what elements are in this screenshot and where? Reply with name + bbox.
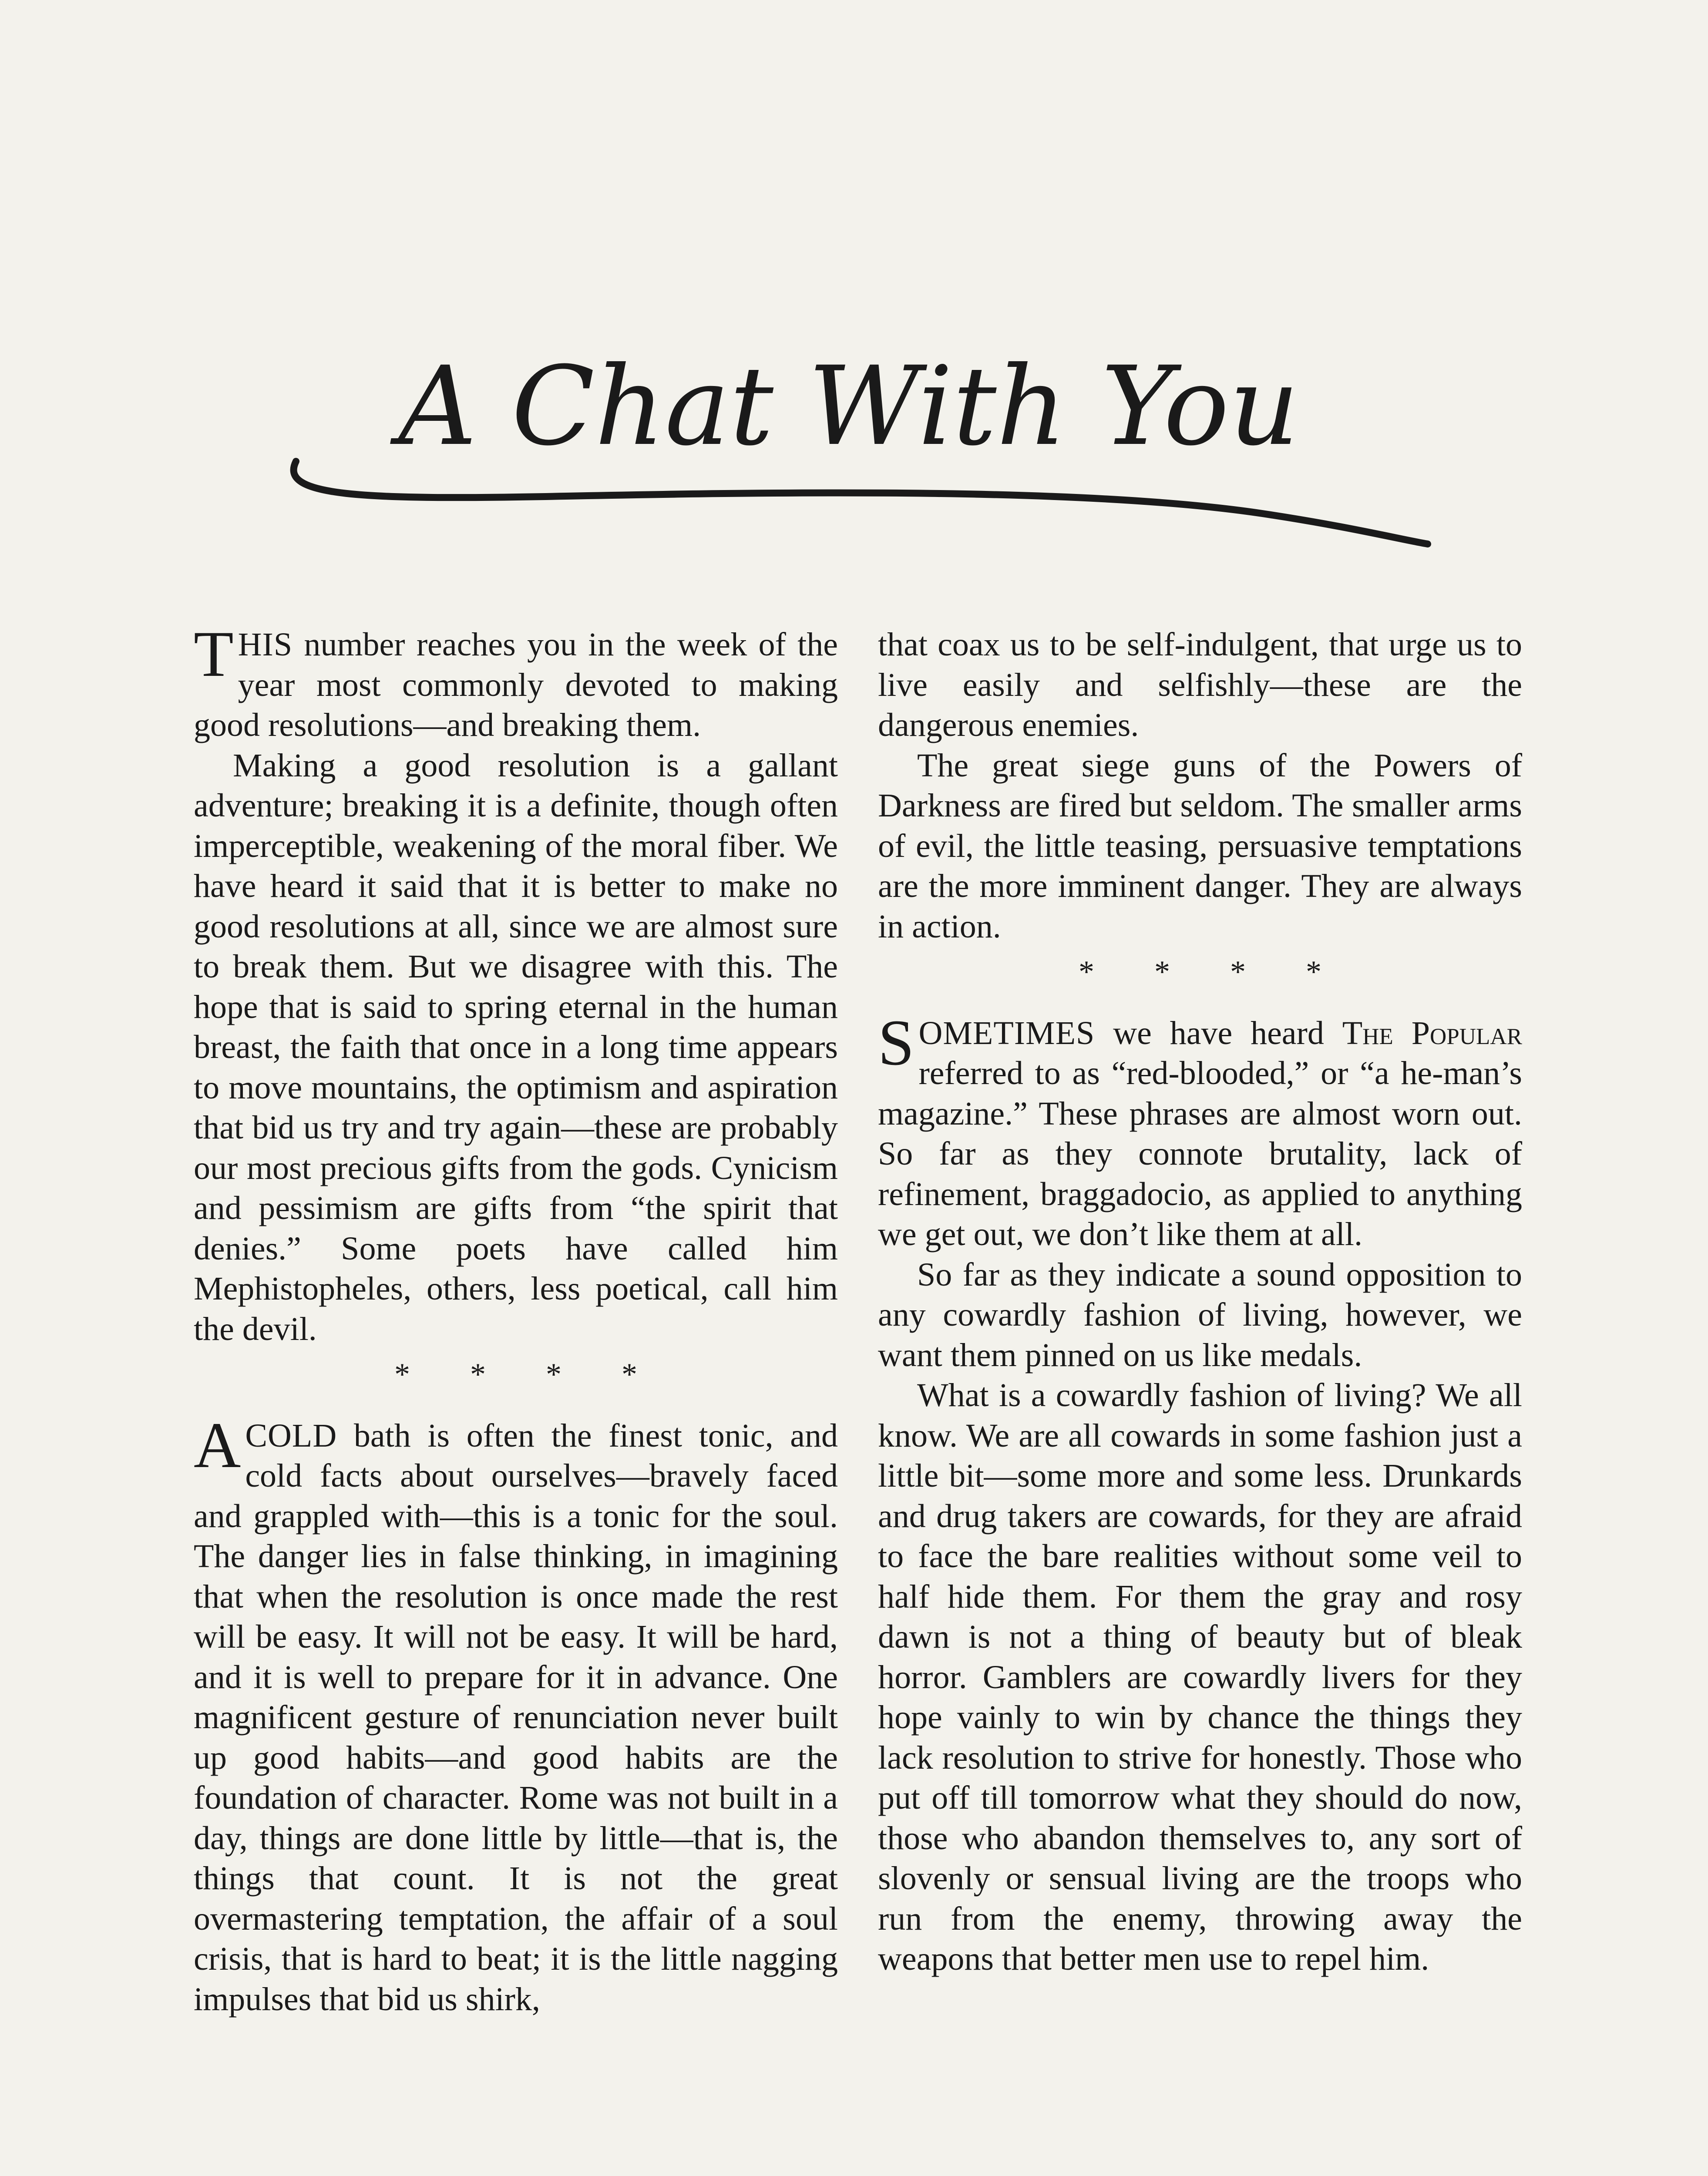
script-heading: [261, 313, 1436, 557]
paragraph-siege-guns: The great siege guns of the Powers of Darkness are fired but seldom. The smaller arms of evil, the little teasing, persuasive temptations are the more imminent danger. They are always in action.: [878, 747, 1522, 945]
paragraph-sometimes-mid: we have heard: [1095, 1014, 1342, 1051]
paragraph-continued: that coax us to be self-indulgent, that urge us to live easily and selfishly—these are the dangerous enemies.: [878, 626, 1522, 743]
paragraph-sometimes: [878, 1006, 1522, 1255]
heading-title: A Chat With You: [398, 343, 1299, 470]
dropcap-t: T: [194, 618, 234, 690]
paragraph-cold-bath-text: bath is often the finest tonic, and cold facts about ourselves—bravely faced and grappled with—this is a tonic for the soul. The danger lies in false thinking, in imagining that when the resolution is once made the rest will be easy. It will not be easy. It will be hard, and it is well to prepare for it in advance. One magnificent gesture of renunciation never built up good habits—and good habits are the foundation of character. Rome was not built in a day, things are done little by little—that is, the things that count. It is not the great overmastering temptation, the affair of a soul crisis, that is hard to beat; it is the little nagging impulses that bid us shirk,: [194, 1417, 838, 2018]
right-column: [878, 625, 1522, 1979]
lead-word-sometimes: OMETIMES: [918, 1014, 1095, 1051]
paragraph-resolution: Making a good resolution is a gallant adventure; breaking it is a definite, though often imperceptible, weakening of the moral fiber. We have heard it said that it is better to make no good resolutions at all, since we are almost sure to break them. But we disagree with this. The hope that is said to spring eternal in the human breast, the faith that once in a long time appears to move mountains, the optimism and aspiration that bid us try and try again—these are probably our most precious gifts from the gods. Cynicism and pessimism are gifts from “the spirit that denies.” Some poets have called him Mephistopheles, others, less poetical, call him the devil.: [194, 747, 838, 1347]
section-divider-stars: * * * *: [1079, 954, 1321, 989]
magazine-name-the: The: [1342, 1014, 1393, 1051]
paragraph-cold-bath: [194, 1409, 838, 2020]
paragraph-sound-opposition: So far as they indicate a sound opposition to any cowardly fashion of living, however, we want them pinned on us like medals.: [878, 1256, 1522, 1373]
lead-word-cold: COLD: [245, 1417, 337, 1454]
paragraph-cowardly-fashion: What is a cowardly fashion of living? We all know. We are all cowards in some fashion just a little bit—some more and some less. Drunkards and drug takers are cowards, for they are afraid to face the bare realities without some veil to half hide them. For them the gray and rosy dawn is not a thing of beauty but of bleak horror. Gamblers are cowardly livers for they hope vainly to win by chance the things they lack resolution to strive for honestly. Those who put off till tomorrow what they should do now, those who abandon themselves to, any sort of slovenly or sensual living are the troops who run from the enemy, throwing away the weapons that better men use to repel him.: [878, 1377, 1522, 1977]
paragraph-intro: [194, 618, 838, 745]
left-column: [194, 618, 838, 2019]
section-divider-stars: * * * *: [394, 1357, 637, 1392]
dropcap-a: A: [194, 1409, 241, 1481]
paragraph-intro-text: number reaches you in the week of the year most commonly devoted to making good resolutions—and breaking them.: [194, 626, 838, 743]
lead-word-this: HIS: [238, 626, 293, 663]
magazine-name-popular: Popular: [1411, 1014, 1522, 1051]
paragraph-sometimes-text: referred to as “red-blooded,” or “a he-man’s magazine.” These phrases are almost worn out. So far as they connote brutality, lack of refinement, braggadocio, as applied to anything we get out, we don’t like them at all.: [878, 1055, 1522, 1253]
dropcap-s: S: [878, 1006, 915, 1079]
heading-underline-flourish: [294, 461, 1428, 544]
